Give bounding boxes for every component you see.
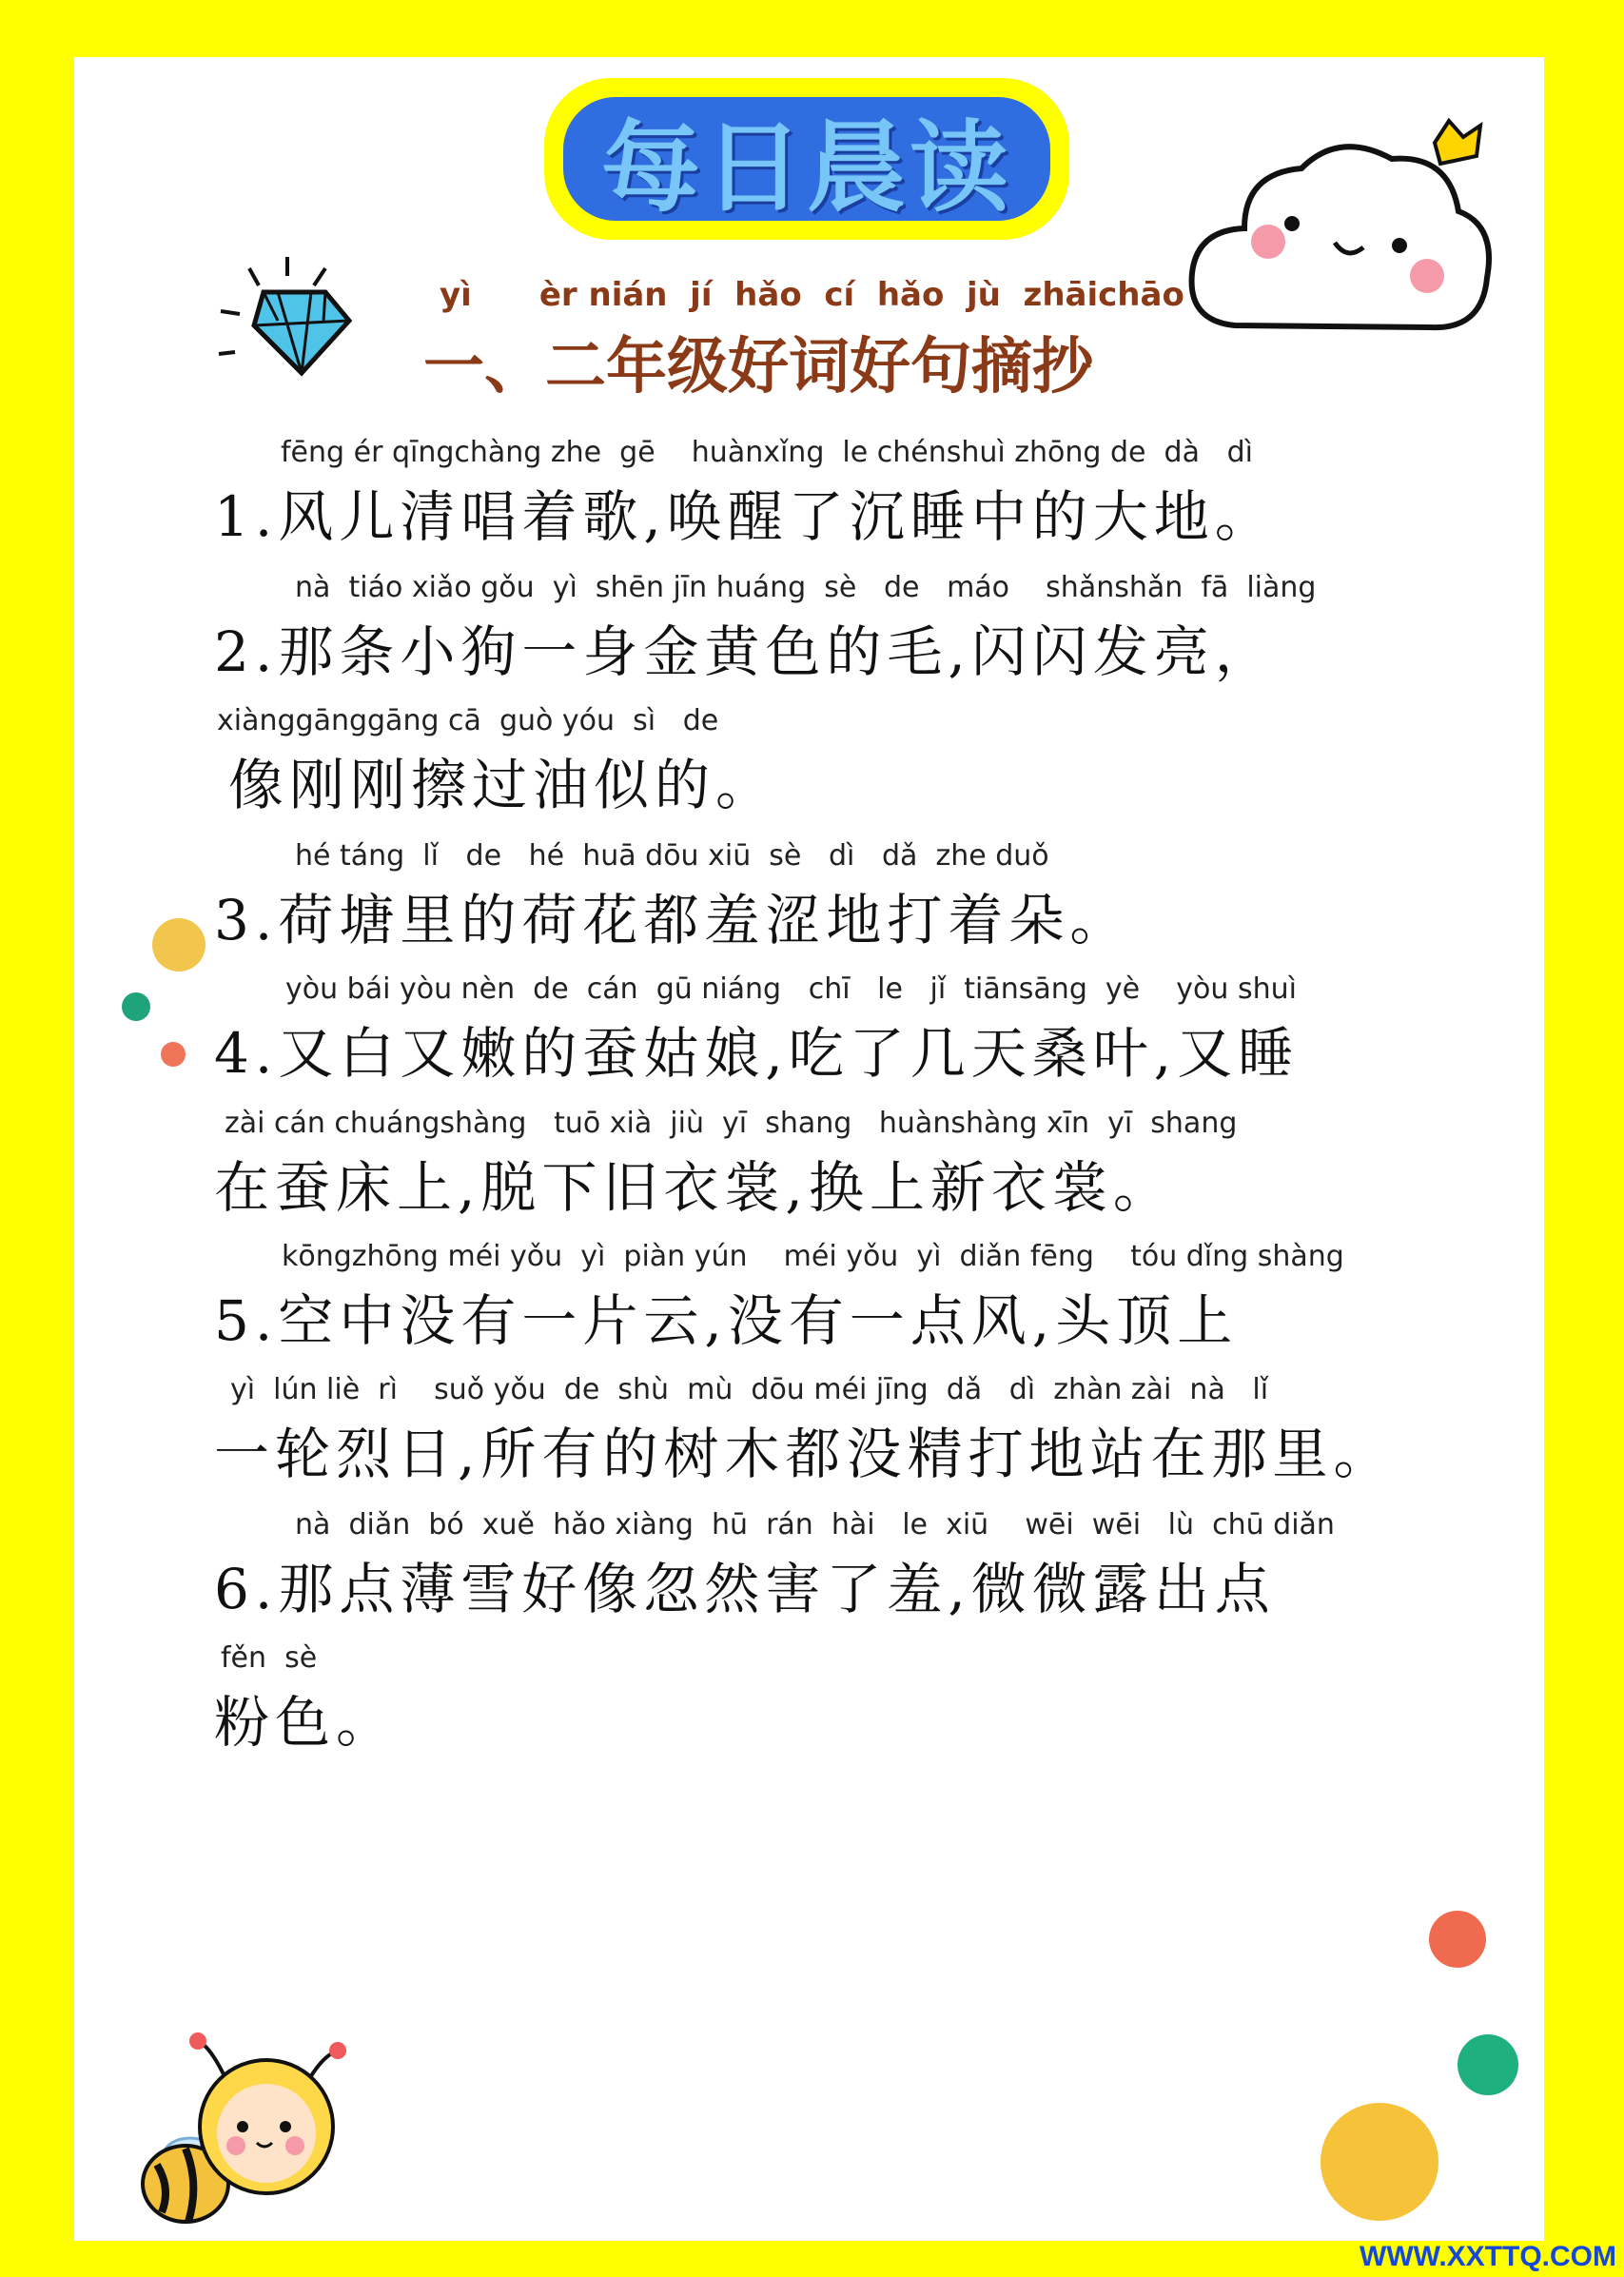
section-heading: 一、二年级好词好句摘抄 bbox=[423, 331, 1093, 402]
text-line-2: 2.那条小狗一身金黄色的毛,闪闪发亮， bbox=[214, 619, 1276, 684]
text-line-10: 粉色。 bbox=[214, 1690, 398, 1755]
title-badge bbox=[544, 78, 1069, 240]
bee-icon bbox=[133, 2027, 371, 2241]
text-line-8: 一轮烈日,所有的树木都没精打地站在那里。 bbox=[214, 1422, 1395, 1486]
pinyin-line-7: kōngzhōng méi yǒu yì piàn yún méi yǒu yì diǎn fēng tóu dǐng shàng bbox=[282, 1240, 1344, 1273]
cloud-icon bbox=[1178, 116, 1501, 373]
dots-decoration-left bbox=[114, 909, 219, 1085]
text-line-5: 4.又白又嫩的蚕姑娘,吃了几天桑叶,又睡 bbox=[214, 1021, 1300, 1086]
watermark: WWW.XXTTQ.COM bbox=[1360, 2241, 1616, 2272]
pinyin-line-3: xiànggānggāng cā guò yóu sì de bbox=[217, 704, 719, 737]
pinyin-line-10: fěn sè bbox=[221, 1641, 318, 1675]
page-title: 每日晨读 bbox=[600, 109, 1012, 226]
pinyin-line-2: nà tiáo xiǎo gǒu yì shēn jīn huáng sè de máo shǎnshǎn fā liàng bbox=[295, 571, 1317, 604]
title-inner bbox=[563, 97, 1050, 226]
text-line-9: 6.那点薄雪好像忽然害了羞,微微露出点 bbox=[214, 1557, 1276, 1621]
diamond-icon bbox=[211, 249, 368, 383]
text-line-6: 在蚕床上,脱下旧衣裳,换上新衣裳。 bbox=[214, 1155, 1174, 1220]
text-line-7: 5.空中没有一片云,没有一点风,头顶上 bbox=[214, 1288, 1239, 1353]
text-line-3: 像刚刚擦过油似的。 bbox=[228, 753, 777, 817]
heading-pinyin: yì èr nián jí hǎo cí hǎo jù zhāichāo bbox=[440, 276, 1184, 314]
pinyin-line-6: zài cán chuángshàng tuō xià jiù yī shang huànshàng xīn yī shang bbox=[225, 1107, 1238, 1140]
pinyin-line-8: yì lún liè rì suǒ yǒu de shù mù dōu méi jīng dǎ dì zhàn zài nà lǐ bbox=[230, 1373, 1269, 1406]
text-line-1: 1.风儿清唱着歌,唤醒了沉睡中的大地。 bbox=[214, 484, 1276, 549]
pinyin-line-4: hé táng lǐ de hé huā dōu xiū sè dì dǎ zhe duǒ bbox=[295, 839, 1049, 873]
text-line-4: 3.荷塘里的荷花都羞涩地打着朵。 bbox=[214, 888, 1131, 952]
pinyin-line-9: nà diǎn bó xuě hǎo xiàng hū rán hài le xiū wēi wēi lù chū diǎn bbox=[295, 1508, 1335, 1541]
dots-decoration-right bbox=[1284, 1903, 1541, 2227]
pinyin-line-1: fēng ér qīngchàng zhe gē huànxǐng le chénshuì zhōng de dà dì bbox=[281, 436, 1253, 469]
pinyin-line-5: yòu bái yòu nèn de cán gū niáng chī le jǐ tiānsāng yè yòu shuì bbox=[285, 972, 1297, 1006]
